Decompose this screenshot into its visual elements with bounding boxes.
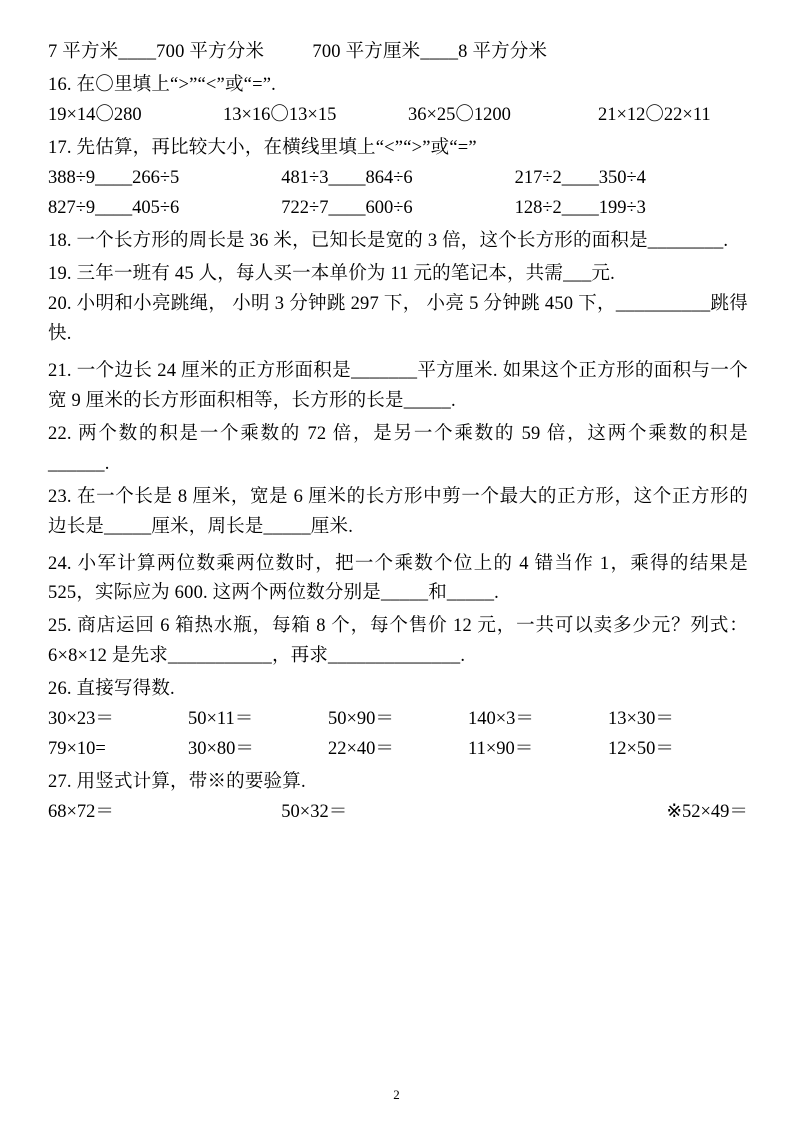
question-19: 19. 三年一班有 45 人，每人买一本单价为 11 元的笔记本，共需___元. [48, 263, 615, 284]
q17-item-6: 128÷2____199÷3 [514, 197, 646, 218]
q26-item-3: 50×90＝ [328, 709, 394, 730]
q16-item-4: 21×12〇22×11 [598, 104, 711, 125]
question-22: 22. 两个数的积是一个乘数的 72 倍，是另一个乘数的 59 倍，这两个乘数的积是______. [48, 423, 748, 474]
page-content [48, 38, 748, 828]
question-26-row-1 [48, 705, 748, 735]
q26-item-8: 22×40＝ [328, 739, 394, 760]
q26-item-5: 13×30＝ [608, 709, 674, 730]
q26-item-2: 50×11＝ [188, 709, 254, 730]
question-17-title: 17. 先估算，再比较大小，在横线里填上“<”“>”或“=” [48, 137, 477, 158]
q16-item-3: 36×25〇1200 [408, 104, 511, 125]
q17-item-4: 827÷9____405÷6 [48, 197, 180, 218]
q26-item-9: 11×90＝ [468, 739, 534, 760]
question-23: 23. 在一个长是 8 厘米，宽是 6 厘米的长方形中剪一个最大的正方形，这个正方形的边长是_____厘米，周长是_____厘米. [48, 486, 748, 537]
question-20: 20. 小明和小亮跳绳， 小明 3 分钟跳 297 下， 小亮 5 分钟跳 450 下，__________跳得快. [48, 293, 748, 344]
q16-item-2: 13×16〇13×15 [223, 104, 337, 125]
q17-item-1: 388÷9____266÷5 [48, 167, 180, 188]
question-26-row-2 [48, 735, 748, 765]
q16-item-1: 19×14〇280 [48, 104, 142, 125]
q27-item-2: 50×32＝ [281, 802, 348, 823]
q17-item-5: 722÷7____600÷6 [281, 197, 413, 218]
question-18: 18. 一个长方形的周长是 36 米，已知长是宽的 3 倍，这个长方形的面积是________. [48, 230, 729, 251]
q26-item-10: 12×50＝ [608, 739, 674, 760]
line-unit-comparison: 7 平方米____700 平方分米 700 平方厘米____8 平方分米 [48, 42, 548, 62]
question-21: 21. 一个边长 24 厘米的正方形面积是_______平方厘米. 如果这个正方形的面积与一个宽 9 厘米的长方形面积相等，长方形的长是_____. [48, 360, 748, 411]
question-16-title: 16. 在〇里填上“>”“<”或“=”. [48, 74, 276, 95]
question-16-items [48, 101, 748, 131]
question-24: 24. 小军计算两位数乘两位数时，把一个乘数个位上的 4 错当作 1，乘得的结果是 525，实际应为 600. 这两个两位数分别是_____和_____. [48, 553, 748, 604]
q26-item-6: 79×10= [48, 739, 106, 760]
question-26-title: 26. 直接写得数. [48, 679, 175, 700]
question-17-row-1 [48, 164, 748, 194]
q17-item-3: 217÷2____350÷4 [514, 167, 646, 188]
q26-item-7: 30×80＝ [188, 739, 254, 760]
question-25: 25. 商店运回 6 箱热水瓶，每箱 8 个，每个售价 12 元，一共可以卖多少元？列式：6×8×12 是先求___________，再求______________. [48, 616, 748, 667]
question-17-row-2 [48, 194, 748, 224]
q17-item-2: 481÷3____864÷6 [281, 167, 413, 188]
question-27-items [48, 798, 748, 828]
question-27-title: 27. 用竖式计算，带※的要验算. [48, 772, 306, 793]
q26-item-1: 30×23＝ [48, 709, 114, 730]
q27-item-1: 68×72＝ [48, 802, 114, 823]
q27-item-3: ※52×49＝ [666, 802, 748, 823]
q26-item-4: 140×3＝ [468, 709, 534, 730]
page-number: 2 [393, 1087, 400, 1102]
